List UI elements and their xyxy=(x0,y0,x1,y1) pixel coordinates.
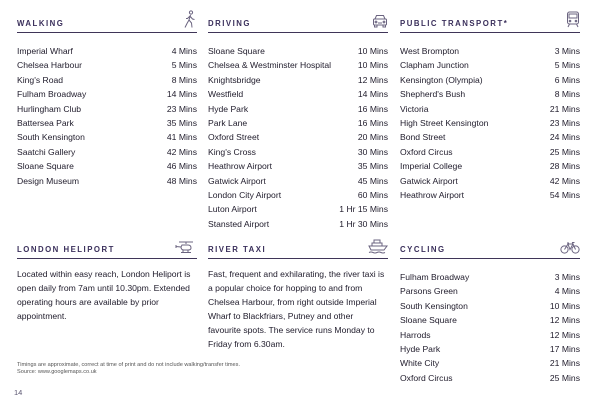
list-item xyxy=(400,44,580,58)
heliport-header xyxy=(17,234,197,259)
travel-time: 41 Mins xyxy=(166,132,197,143)
list-item xyxy=(400,270,580,284)
boat-icon xyxy=(368,238,388,254)
list-item xyxy=(208,145,388,159)
list-item xyxy=(17,130,197,144)
list-item xyxy=(208,217,388,231)
river-taxi-section xyxy=(208,234,388,352)
list-item xyxy=(17,44,197,58)
travel-time: 1 Hr 15 Mins xyxy=(339,204,388,215)
destination-name: Heathrow Airport xyxy=(400,189,465,200)
travel-time: 30 Mins xyxy=(357,146,388,157)
destination-name: Shepherd's Bush xyxy=(400,89,466,100)
list-item xyxy=(17,102,197,116)
heliport-description: Located within easy reach, London Heliport is open daily from 7am until 10.30pm. Extended operating hours are available by prior appointment. xyxy=(17,269,191,322)
destination-name: Luton Airport xyxy=(208,204,257,215)
destination-name: King's Road xyxy=(17,74,64,85)
travel-time: 12 Mins xyxy=(549,329,580,340)
travel-time: 28 Mins xyxy=(549,161,580,172)
list-item xyxy=(208,102,388,116)
travel-time: 5 Mins xyxy=(171,60,197,71)
destination-name: Kensington (Olympia) xyxy=(400,74,483,85)
list-item xyxy=(400,116,580,130)
destination-name: Imperial College xyxy=(400,161,463,172)
destination-name: Battersea Park xyxy=(17,117,74,128)
destination-name: Oxford Circus xyxy=(400,372,453,383)
destination-name: Heathrow Airport xyxy=(208,161,273,172)
cycling-title: CYCLING xyxy=(400,245,446,254)
travel-time: 8 Mins xyxy=(171,74,197,85)
travel-time: 4 Mins xyxy=(554,286,580,297)
destination-name: Saatchi Gallery xyxy=(17,146,76,157)
travel-time: 4 Mins xyxy=(171,46,197,56)
driving-header xyxy=(208,8,388,33)
walking-title: WALKING xyxy=(17,19,65,28)
public-transport-header xyxy=(400,8,580,33)
travel-time: 14 Mins xyxy=(166,89,197,100)
walking-header xyxy=(17,8,197,33)
list-item xyxy=(400,87,580,101)
travel-time: 23 Mins xyxy=(549,117,580,128)
travel-time: 10 Mins xyxy=(357,46,388,56)
list-item xyxy=(17,159,197,173)
destination-name: South Kensington xyxy=(400,300,468,311)
destination-name: Sloane Square xyxy=(208,46,265,56)
car-icon xyxy=(372,14,388,28)
list-item xyxy=(17,58,197,72)
list-item xyxy=(17,145,197,159)
river-taxi-description: Fast, frequent and exhilarating, the river taxi is a popular choice for hopping to and from Chelsea Harbour, from right outside Imperial Wharf to Blackfriars, Putney and other favourite spots. The service runs Monday to Friday from 6.30am. xyxy=(208,269,385,350)
footnote-disclaimer: Timings are approximate, correct at time of print and do not include walking/transfer times. xyxy=(17,362,241,368)
list-item xyxy=(400,73,580,87)
cycling-list xyxy=(400,270,580,385)
destination-name: Parsons Green xyxy=(400,286,458,297)
travel-time: 46 Mins xyxy=(166,161,197,172)
list-item xyxy=(208,130,388,144)
footnote-source: Source: www.googlemaps.co.uk xyxy=(17,369,97,375)
destination-name: Oxford Street xyxy=(208,132,260,143)
list-item xyxy=(208,174,388,188)
public-transport-list xyxy=(400,44,580,202)
walking-person-icon xyxy=(183,10,197,28)
list-item xyxy=(208,202,388,216)
list-item xyxy=(400,145,580,159)
list-item xyxy=(400,371,580,385)
travel-time: 21 Mins xyxy=(549,358,580,369)
destination-name: Sloane Square xyxy=(400,315,457,326)
destination-name: Gatwick Airport xyxy=(208,175,266,186)
list-item xyxy=(400,342,580,356)
list-item xyxy=(208,188,388,202)
list-item xyxy=(208,73,388,87)
travel-time: 25 Mins xyxy=(549,146,580,157)
list-item xyxy=(17,174,197,188)
list-item xyxy=(400,328,580,342)
destination-name: Hyde Park xyxy=(208,103,249,114)
destination-name: Park Lane xyxy=(208,117,248,128)
destination-name: Design Museum xyxy=(17,175,80,186)
travel-time: 42 Mins xyxy=(549,175,580,186)
list-item xyxy=(17,73,197,87)
destination-name: Fulham Broadway xyxy=(17,89,87,100)
travel-time: 45 Mins xyxy=(357,175,388,186)
list-item xyxy=(400,356,580,370)
list-item xyxy=(17,116,197,130)
heliport-section xyxy=(17,234,197,323)
destination-name: London City Airport xyxy=(208,189,282,200)
heliport-title: LONDON HELIPORT xyxy=(17,245,115,254)
river-taxi-title: RIVER TAXI xyxy=(208,245,267,254)
list-item xyxy=(400,188,580,202)
travel-time: 17 Mins xyxy=(549,343,580,354)
travel-time: 23 Mins xyxy=(166,103,197,114)
driving-list xyxy=(208,44,388,231)
list-item xyxy=(400,130,580,144)
driving-section xyxy=(208,8,388,231)
list-item xyxy=(400,102,580,116)
list-item xyxy=(208,58,388,72)
travel-time: 10 Mins xyxy=(549,300,580,311)
destination-name: Chelsea Harbour xyxy=(17,60,82,71)
travel-time: 14 Mins xyxy=(357,89,388,100)
travel-time: 21 Mins xyxy=(549,103,580,114)
destination-name: Hurlingham Club xyxy=(17,103,82,114)
destination-name: White City xyxy=(400,358,440,369)
destination-name: Victoria xyxy=(400,103,429,114)
page-number: 14 xyxy=(14,388,23,397)
travel-time: 20 Mins xyxy=(357,132,388,143)
destination-name: Gatwick Airport xyxy=(400,175,458,186)
destination-name: Imperial Wharf xyxy=(17,46,73,56)
destination-name: Hyde Park xyxy=(400,343,441,354)
destination-name: King's Cross xyxy=(208,146,256,157)
list-item xyxy=(208,44,388,58)
list-item xyxy=(17,87,197,101)
travel-time: 10 Mins xyxy=(357,60,388,71)
travel-time: 1 Hr 30 Mins xyxy=(339,218,388,229)
travel-time: 35 Mins xyxy=(166,117,197,128)
walking-list xyxy=(17,44,197,188)
list-item xyxy=(400,58,580,72)
river-taxi-header xyxy=(208,234,388,259)
cycling-section xyxy=(400,234,580,385)
travel-time: 8 Mins xyxy=(554,89,580,100)
list-item xyxy=(400,313,580,327)
list-item xyxy=(208,116,388,130)
destination-name: Westfield xyxy=(208,89,244,100)
list-item xyxy=(208,87,388,101)
train-icon xyxy=(566,11,580,28)
destination-name: West Brompton xyxy=(400,46,460,56)
travel-time: 60 Mins xyxy=(357,189,388,200)
cycling-header xyxy=(400,234,580,259)
destination-name: Chelsea & Westminster Hospital xyxy=(208,60,332,71)
destination-name: Stansted Airport xyxy=(208,218,270,229)
travel-time: 35 Mins xyxy=(357,161,388,172)
walking-section xyxy=(17,8,197,188)
travel-time: 5 Mins xyxy=(554,60,580,71)
travel-time: 42 Mins xyxy=(166,146,197,157)
travel-time: 6 Mins xyxy=(554,74,580,85)
travel-time: 48 Mins xyxy=(166,175,197,186)
travel-time: 16 Mins xyxy=(357,117,388,128)
driving-title: DRIVING xyxy=(208,19,251,28)
list-item xyxy=(208,159,388,173)
helicopter-icon xyxy=(175,240,197,254)
destination-name: Bond Street xyxy=(400,132,446,143)
destination-name: Sloane Square xyxy=(17,161,74,172)
destination-name: Clapham Junction xyxy=(400,60,469,71)
destination-name: Knightsbridge xyxy=(208,74,261,85)
destination-name: South Kensington xyxy=(17,132,85,143)
travel-time: 3 Mins xyxy=(554,46,580,56)
public-transport-section xyxy=(400,8,580,202)
list-item xyxy=(400,159,580,173)
travel-time: 25 Mins xyxy=(549,372,580,383)
bicycle-icon xyxy=(560,241,580,254)
travel-time: 54 Mins xyxy=(549,189,580,200)
travel-time: 12 Mins xyxy=(357,74,388,85)
public-transport-title: PUBLIC TRANSPORT* xyxy=(400,19,509,28)
travel-time: 24 Mins xyxy=(549,132,580,143)
list-item xyxy=(400,174,580,188)
footnote xyxy=(17,362,317,376)
destination-name: High Street Kensington xyxy=(400,117,489,128)
destination-name: Fulham Broadway xyxy=(400,272,470,282)
travel-time: 3 Mins xyxy=(554,272,580,282)
list-item xyxy=(400,299,580,313)
destination-name: Harrods xyxy=(400,329,431,340)
destination-name: Oxford Circus xyxy=(400,146,453,157)
travel-time: 16 Mins xyxy=(357,103,388,114)
list-item xyxy=(400,284,580,298)
travel-time: 12 Mins xyxy=(549,315,580,326)
